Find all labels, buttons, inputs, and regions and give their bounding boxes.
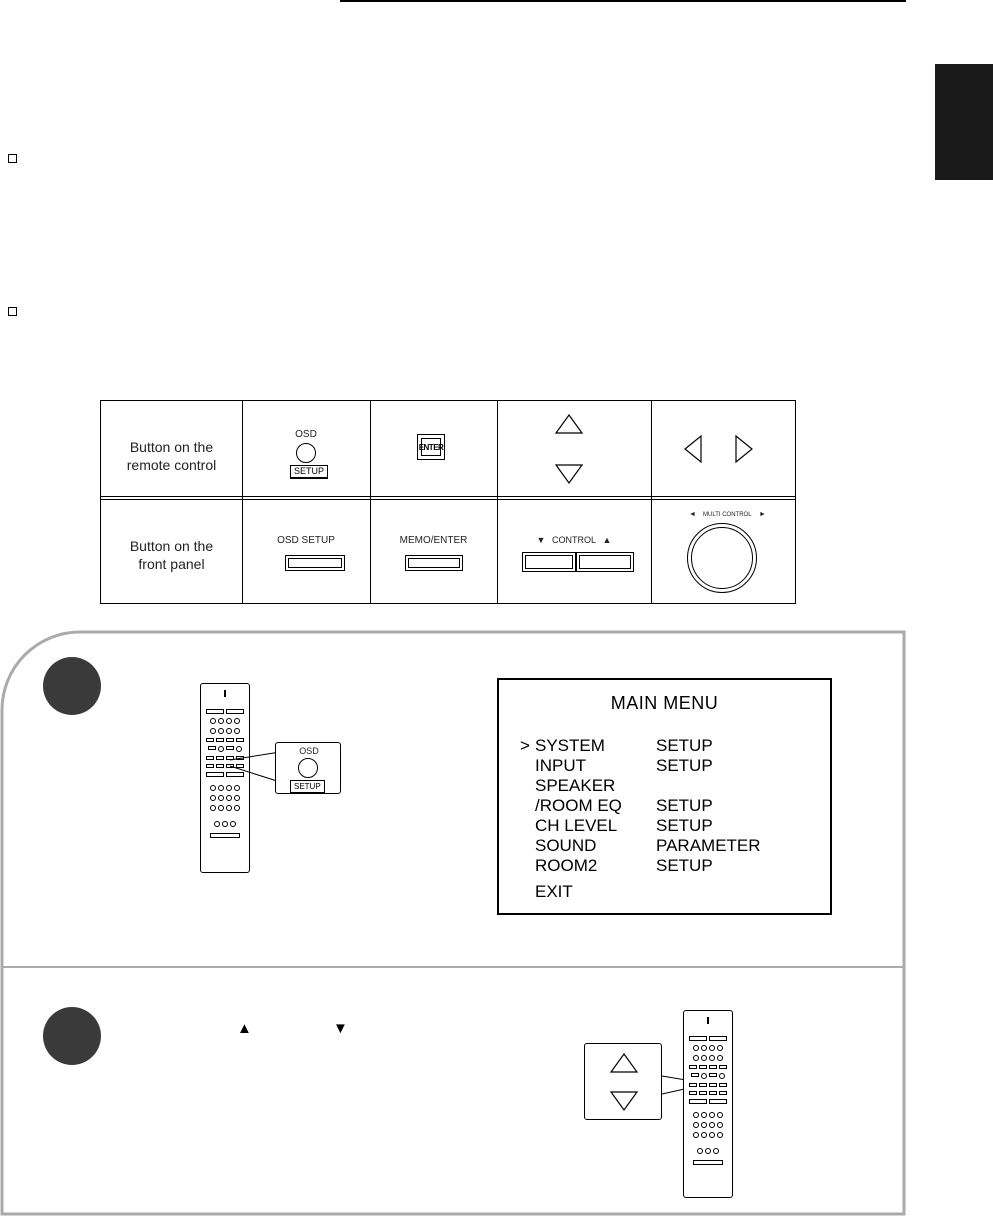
menu-item-label: SOUND xyxy=(535,836,597,855)
menu-item-value: SETUP xyxy=(656,756,713,775)
step-1-marker xyxy=(43,657,101,715)
front-control-down-button xyxy=(522,552,576,572)
section-bullet-2 xyxy=(8,307,17,316)
front-memo-enter-label: MEMO/ENTER xyxy=(399,535,468,546)
menu-item-label: SYSTEM xyxy=(535,736,605,755)
multi-control-knob xyxy=(687,523,757,593)
table-divider xyxy=(497,401,498,603)
menu-item-value: SETUP xyxy=(656,736,713,755)
callout-osd-label: OSD xyxy=(299,746,319,756)
callout-arrows xyxy=(585,1044,663,1121)
menu-cursor-icon: > xyxy=(520,736,530,755)
menu-item-value: SETUP xyxy=(656,796,713,815)
menu-item-label: SPEAKER xyxy=(535,776,616,795)
multi-right-arrow-icon: ► xyxy=(759,511,766,518)
menu-item-value: PARAMETER xyxy=(656,836,761,855)
menu-item-label: INPUT xyxy=(535,756,586,775)
caret-down-icon: ▼ xyxy=(536,535,546,545)
front-control-up-button xyxy=(576,552,634,572)
row-label-front-panel: Button on the front panel xyxy=(129,538,214,572)
menu-item-label: /ROOM EQ xyxy=(535,796,622,815)
step2-remote-illustration xyxy=(683,1010,733,1198)
callout-setup-label: SETUP xyxy=(290,780,325,794)
remote-enter-label: ENTER xyxy=(421,438,441,456)
button-table xyxy=(100,400,796,604)
row-label-remote: Button on the remote control xyxy=(126,439,217,473)
multi-control-cell xyxy=(651,401,796,603)
triangle-down-icon xyxy=(611,1092,637,1110)
remote-enter-button xyxy=(417,434,445,460)
menu-exit-label: EXIT xyxy=(535,882,573,901)
multi-left-arrow-icon: ◄ xyxy=(689,511,696,518)
step2-up-arrow-icon: ▲ xyxy=(237,1020,252,1037)
front-osd-setup-button xyxy=(285,555,345,571)
table-divider xyxy=(370,401,371,603)
front-control-label xyxy=(497,535,651,545)
osd-main-menu xyxy=(497,678,832,915)
menu-item-value: SETUP xyxy=(656,856,713,875)
step2-arrow-callout xyxy=(584,1043,662,1120)
remote-ir-window xyxy=(224,690,226,697)
step1-osd-setup-callout xyxy=(275,742,341,794)
callout-osd-button xyxy=(298,758,318,778)
section-bullet-1 xyxy=(8,154,17,163)
triangle-down-icon xyxy=(556,465,582,483)
chapter-tab xyxy=(935,64,993,180)
triangle-up-icon xyxy=(556,415,582,433)
multi-control-label: MULTI CONTROL xyxy=(703,512,752,518)
menu-title: MAIN MENU xyxy=(610,693,719,713)
caret-up-icon: ▲ xyxy=(602,535,612,545)
remote-up-down-icons xyxy=(553,413,585,489)
remote-osd-button xyxy=(296,443,316,463)
front-memo-enter-button xyxy=(405,555,463,571)
header-rule xyxy=(340,0,906,2)
menu-item-label: CH LEVEL xyxy=(535,816,618,835)
menu-item-label: ROOM2 xyxy=(535,856,598,875)
remote-ir-window xyxy=(707,1017,709,1024)
remote-setup-label: SETUP xyxy=(290,465,328,479)
front-osd-setup-label: OSD SETUP xyxy=(277,535,335,546)
remote-osd-label: OSD xyxy=(295,429,317,440)
step2-down-arrow-icon: ▼ xyxy=(333,1020,348,1037)
triangle-up-icon xyxy=(611,1054,637,1072)
menu-item-value: SETUP xyxy=(656,816,713,835)
front-control-text: CONTROL xyxy=(551,535,596,545)
step-2-marker xyxy=(43,1007,101,1065)
